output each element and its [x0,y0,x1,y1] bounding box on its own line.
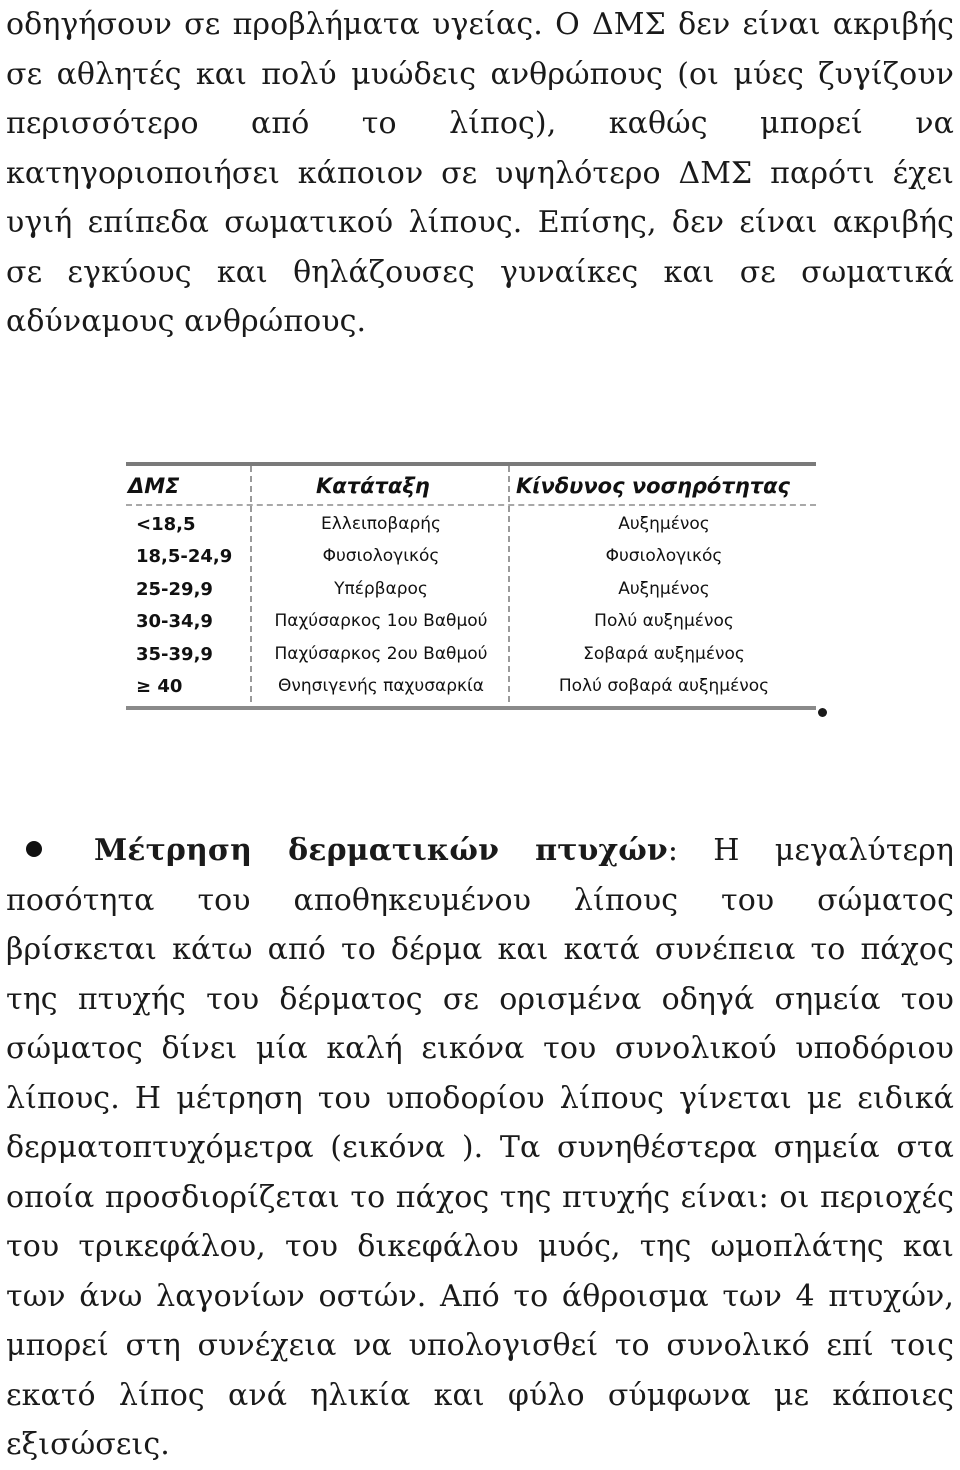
table-cell-bmi: <18,5 [136,514,196,535]
table-cell-classification: Θνησιγενής παχυσαρκία [278,676,484,696]
skinfold-line: των άνω λαγονίων οστών. Από το άθροισμα των 4 πτυχών, [6,1278,954,1314]
header-divider [126,504,816,506]
bullet-dot-icon [818,708,827,717]
table-cell-classification: Παχύσαρκος 2ου Βαθμού [274,644,488,664]
intro-line: περισσότερο από το λίπος), καθώς μπορεί να [6,106,954,141]
skinfold-line: οποία προσδιορίζεται το πάχος της πτυχής είναι: οι περιοχές [6,1179,954,1215]
skinfold-line: λίπους. Η μέτρηση του υποδορίου λίπους γίνεται με ειδικά [6,1080,954,1116]
table-cell-classification: Φυσιολογικός [322,546,440,566]
bullet-icon [26,841,42,857]
table-top-rule [126,462,816,466]
table-cell-bmi: ≥ 40 [136,676,183,697]
table-cell-classification: Ελλειποβαρής [320,514,442,534]
intro-line: κατηγοριοποιήσει κάποιον σε υψηλότερο ΔΜΣ παρότι έχει [6,155,954,191]
skinfold-line: εκατό λίπος ανά ηλικία και φύλο σύμφωνα με κάποιες [6,1377,954,1413]
table-cell-risk: Πολύ σοβαρά αυξημένος [558,676,770,696]
bmi-classification-table [126,462,816,710]
intro-line: υγιή επίπεδα σωματικού λίπους. Επίσης, δεν είναι ακριβής [6,205,954,240]
header-morbidity-risk: Κίνδυνος νοσηρότητας [516,474,790,498]
header-classification: Κατάταξη [316,474,430,498]
table-cell-risk: Αυξημένος [618,514,710,534]
skinfold-line: σώματος δίνει μία καλή εικόνα του συνολικού υποδόριου [6,1031,954,1066]
skinfold-first-line [6,826,954,876]
skinfold-first-line-rest: : Η μεγαλύτερη [667,833,954,868]
header-bmi: ΔΜΣ [128,474,180,498]
intro-line: αδύναμους ανθρώπους. [6,304,367,339]
skinfold-line: της πτυχής του δέρματος σε ορισμένα οδηγά σημεία του [6,981,954,1017]
skinfold-line: του τρικεφάλου, του δικεφάλου μυός, της ωμοπλάτης και [6,1229,954,1264]
skinfold-line: εξισώσεις. [6,1427,170,1462]
skinfold-line: δερματοπτυχόμετρα (εικόνα ). Τα συνηθέστερα σημεία στα [6,1130,954,1165]
intro-paragraph [6,0,954,347]
skinfold-line: μπορεί στη συνέχεια να υπολογισθεί το συνολικό επί τοις [6,1328,954,1363]
table-cell-risk: Αυξημένος [618,579,710,599]
intro-line: σε αθλητές και πολύ μυώδεις ανθρώπους (οι μύες ζυγίζουν [6,56,954,92]
table-cell-classification: Υπέρβαρος [334,579,428,599]
table-cell-bmi: 25-29,9 [136,579,213,600]
table-bottom-rule [126,706,816,710]
skinfold-term: Μέτρηση δερματικών πτυχών [94,833,668,868]
table-cell-bmi: 18,5-24,9 [136,546,233,567]
table-cell-bmi: 35-39,9 [136,644,213,665]
skinfold-paragraph [6,826,954,1470]
table-cell-bmi: 30-34,9 [136,611,213,632]
skinfold-line: βρίσκεται κάτω από το δέρμα και κατά συνέπεια το πάχος [6,932,954,967]
table-cell-risk: Πολύ αυξημένος [594,611,734,631]
table-cell-classification: Παχύσαρκος 1ου Βαθμού [274,611,488,631]
intro-line: σε εγκύους και θηλάζουσες γυναίκες και σε σωματικά [6,254,954,290]
table-cell-risk: Φυσιολογικός [605,546,723,566]
table-cell-risk: Σοβαρά αυξημένος [583,644,745,664]
skinfold-line: ποσότητα του αποθηκευμένου λίπους του σώματος [6,882,954,918]
intro-line: οδηγήσουν σε προβλήματα υγείας. Ο ΔΜΣ δεν είναι ακριβής [6,7,954,42]
